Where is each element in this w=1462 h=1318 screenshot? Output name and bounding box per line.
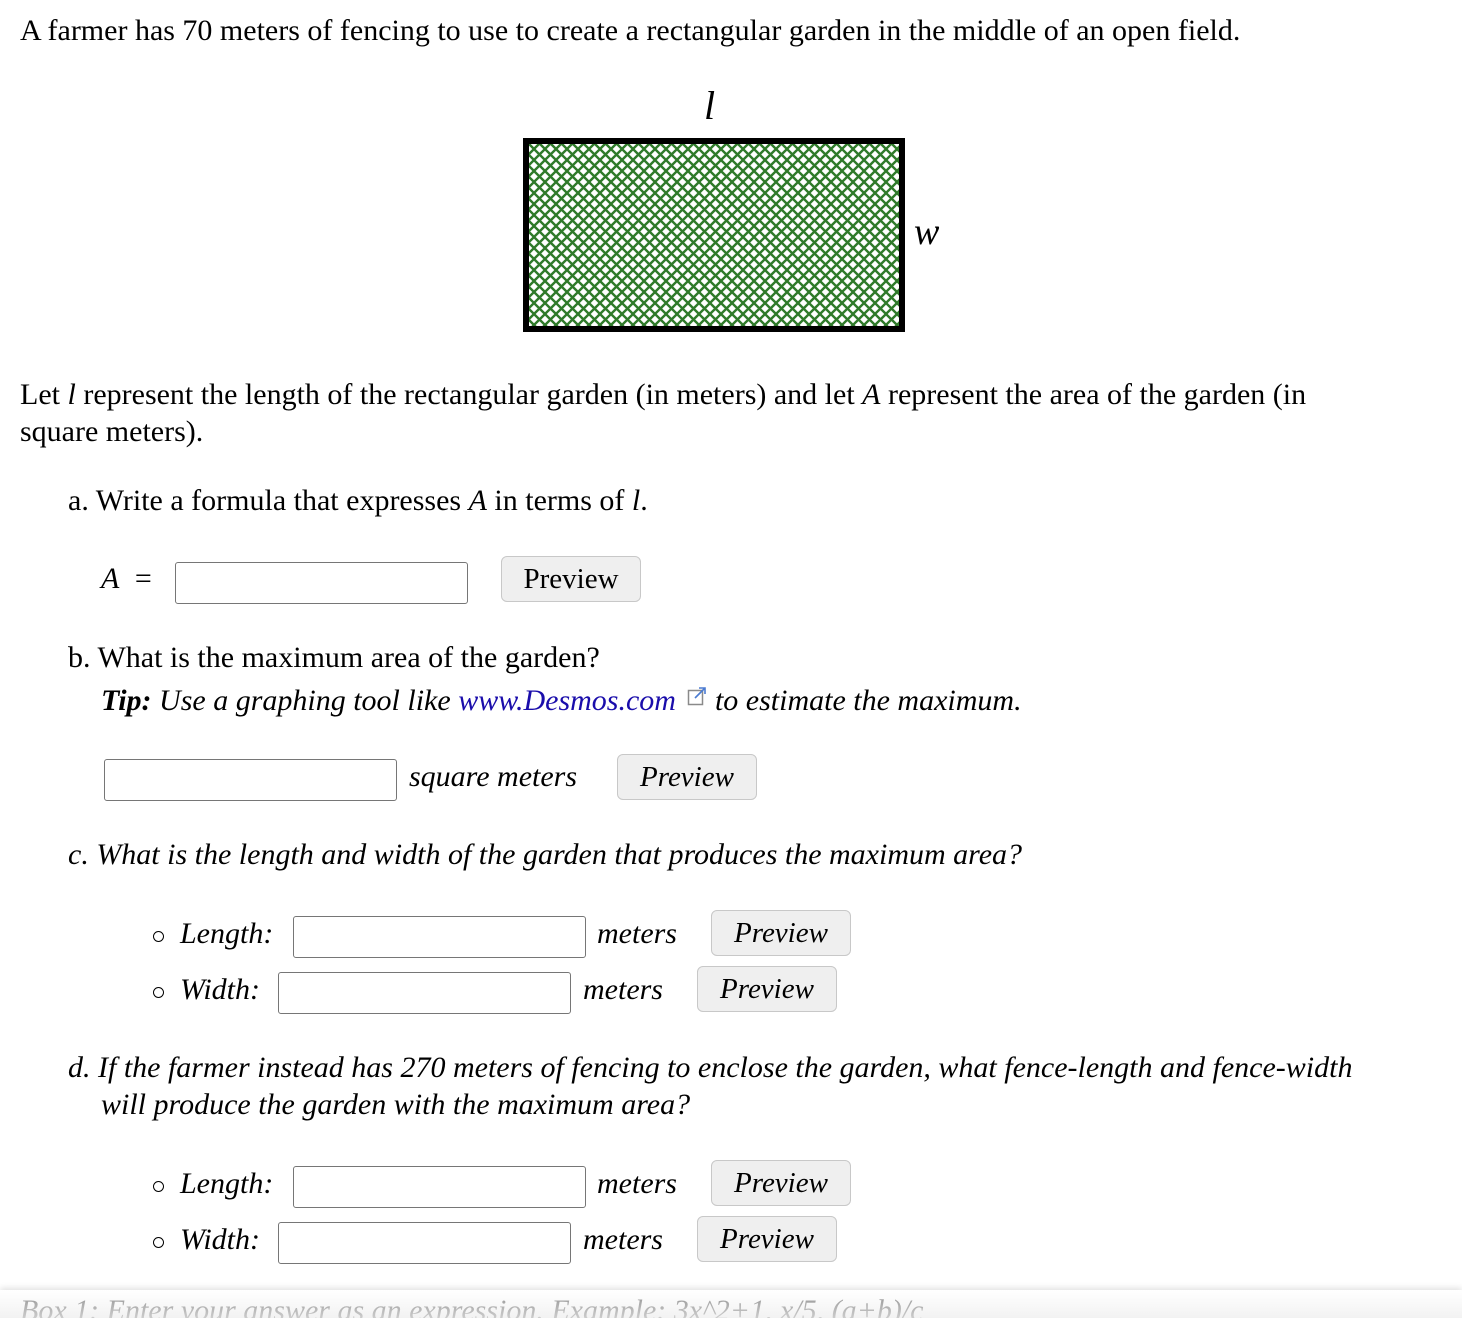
part-b-tip: Tip: Use a graphing tool like www.Desmos.com to estimate the maximum. bbox=[101, 680, 1022, 718]
part-d-width-preview-button[interactable]: Preview bbox=[697, 1216, 837, 1262]
garden-rectangle bbox=[526, 141, 902, 329]
part-d-prompt-line-1: d. If the farmer instead has 270 meters of fencing to enclose the garden, what fence-length and fence-width bbox=[68, 1051, 1353, 1084]
part-b-preview-button[interactable]: Preview bbox=[617, 754, 757, 800]
var-l: l bbox=[67, 378, 76, 411]
part-c-prompt: c. What is the length and width of the garden that produces the maximum area? bbox=[68, 838, 1023, 871]
part-a-formula-input[interactable] bbox=[175, 562, 468, 604]
part-b-unit: square meters bbox=[409, 760, 578, 793]
definition-line-2: square meters). bbox=[20, 415, 204, 448]
part-c-width-label: Width: bbox=[180, 973, 260, 1006]
part-c-width-bullet bbox=[153, 987, 164, 998]
part-d-length-input[interactable] bbox=[293, 1166, 586, 1208]
part-d-prompt-line-2: will produce the garden with the maximum area? bbox=[101, 1088, 691, 1121]
var-A: A bbox=[862, 378, 881, 411]
part-a-preview-button[interactable]: Preview bbox=[501, 556, 641, 602]
part-d-width-bullet bbox=[153, 1237, 164, 1248]
part-a-lhs: A = bbox=[101, 562, 152, 595]
garden-diagram bbox=[523, 138, 905, 332]
part-c-length-preview-button[interactable]: Preview bbox=[711, 910, 851, 956]
external-link-icon[interactable] bbox=[687, 680, 707, 714]
part-c-width-unit: meters bbox=[583, 973, 663, 1006]
part-c-width-input[interactable] bbox=[278, 972, 571, 1014]
part-a-prompt: a. Write a formula that expresses A in terms of l. bbox=[68, 484, 648, 517]
part-c-length-label: Length: bbox=[180, 917, 274, 950]
part-d-length-bullet bbox=[153, 1181, 164, 1192]
footer-overlay bbox=[0, 1290, 1462, 1318]
desmos-link[interactable]: www.Desmos.com bbox=[458, 684, 676, 717]
part-d-width-input[interactable] bbox=[278, 1222, 571, 1264]
part-b-area-input[interactable] bbox=[104, 759, 397, 801]
part-c-length-bullet bbox=[153, 931, 164, 942]
problem-intro: A farmer has 70 meters of fencing to use to create a rectangular garden in the middle of an open field. bbox=[20, 14, 1241, 47]
part-b-prompt: b. What is the maximum area of the garden? bbox=[68, 641, 600, 674]
width-label: w bbox=[914, 211, 940, 253]
part-c-length-input[interactable] bbox=[293, 916, 586, 958]
definition-line-1: Let l represent the length of the rectangular garden (in meters) and let A represent the area of the garden (in bbox=[20, 378, 1307, 411]
part-d-width-label: Width: bbox=[180, 1223, 260, 1256]
part-c-length-unit: meters bbox=[597, 917, 677, 950]
part-c-width-preview-button[interactable]: Preview bbox=[697, 966, 837, 1012]
part-d-length-label: Length: bbox=[180, 1167, 274, 1200]
length-label: l bbox=[704, 83, 716, 128]
part-d-length-preview-button[interactable]: Preview bbox=[711, 1160, 851, 1206]
part-d-width-unit: meters bbox=[583, 1223, 663, 1256]
part-d-length-unit: meters bbox=[597, 1167, 677, 1200]
